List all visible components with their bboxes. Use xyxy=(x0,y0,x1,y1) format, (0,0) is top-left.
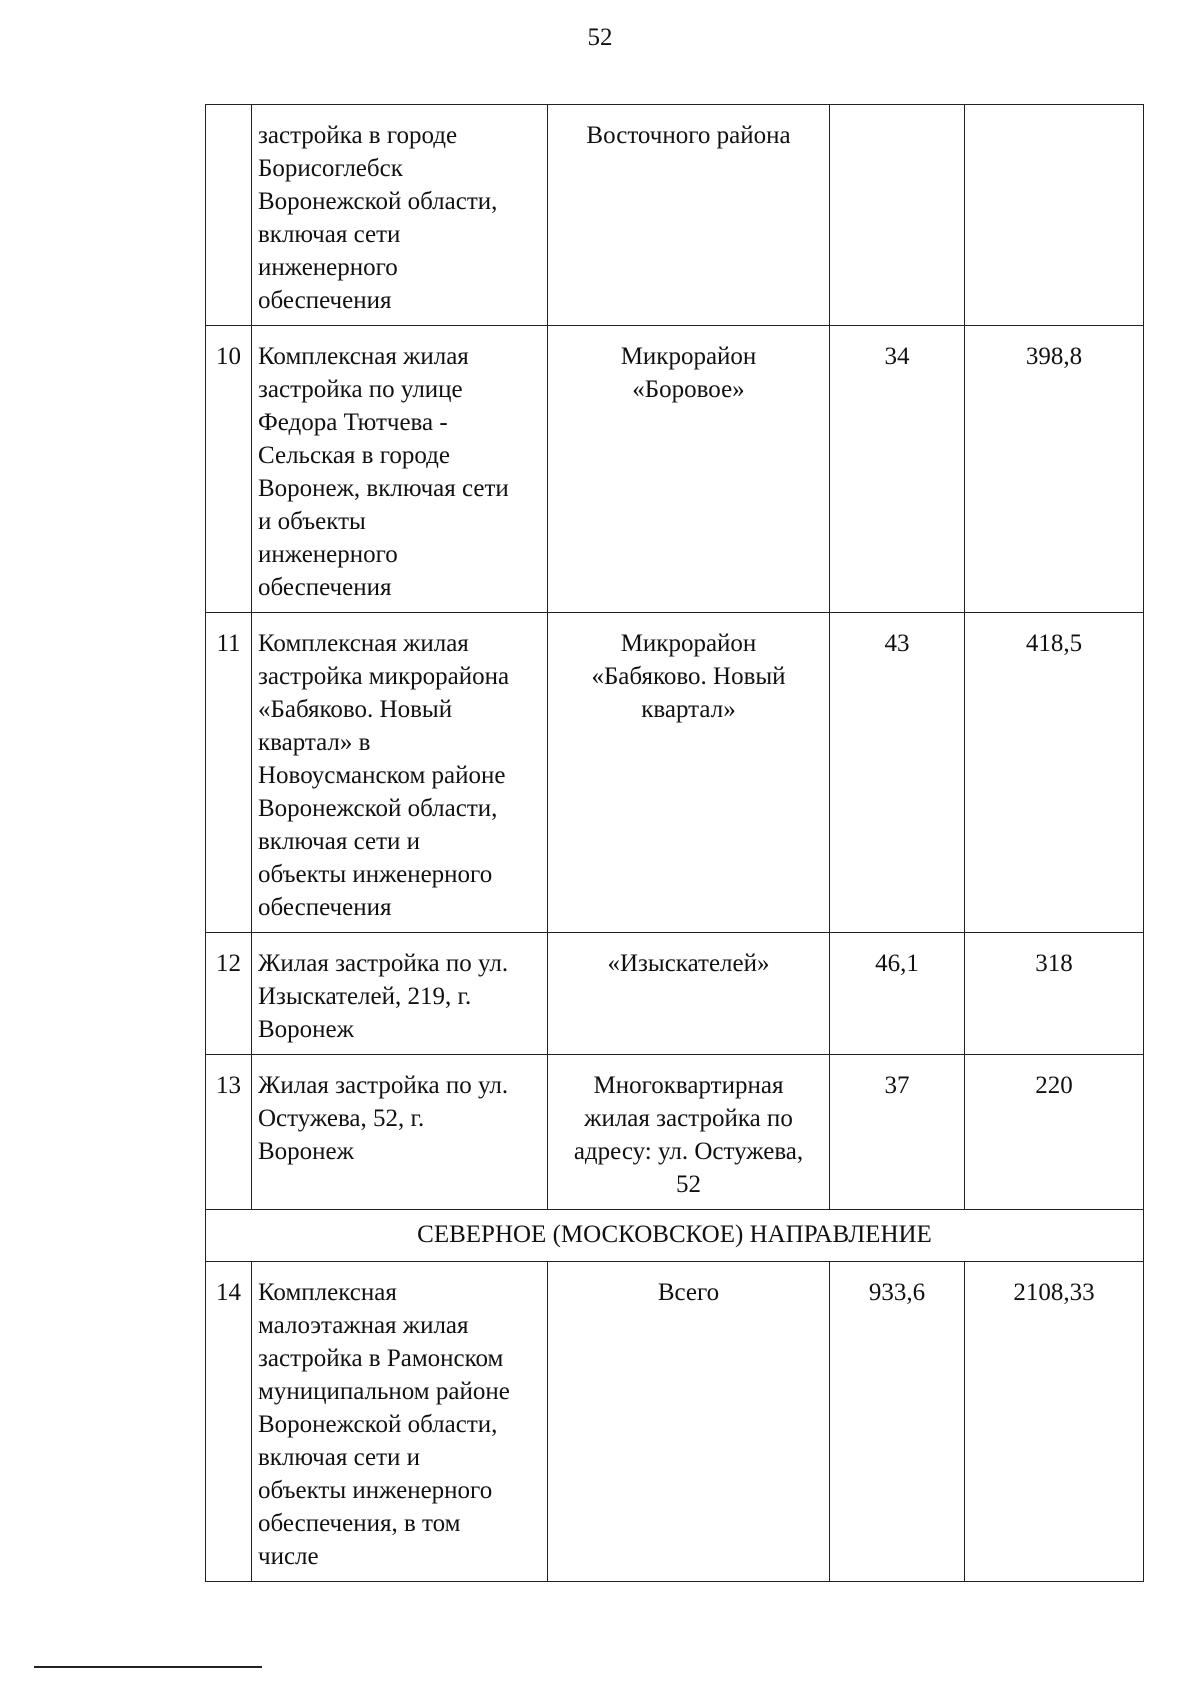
row-number: 12 xyxy=(206,933,252,1055)
description-line: обеспечения xyxy=(258,574,392,601)
row-number: 11 xyxy=(206,613,252,933)
description-line: застройка по улице xyxy=(258,376,463,403)
location-line: Восточного района xyxy=(586,122,791,149)
description-line: «Бабяково. Новый xyxy=(258,696,453,723)
object-description xyxy=(252,326,548,613)
location-line: квартал» xyxy=(641,696,736,723)
value-1 xyxy=(830,105,965,326)
description-line: Новоусманском районе xyxy=(258,762,506,789)
description-line: квартал» в xyxy=(258,729,371,756)
row-number xyxy=(206,105,252,326)
description-line: застройка в городе xyxy=(258,122,458,149)
description-line: Комплексная жилая xyxy=(258,343,469,370)
object-description xyxy=(252,105,548,326)
footnote-separator xyxy=(34,1666,262,1668)
location-line: жилая застройка по xyxy=(584,1105,793,1132)
value-2: 220 xyxy=(965,1055,1144,1210)
description-line: обеспечения xyxy=(258,894,392,921)
description-line: инженерного xyxy=(258,541,398,568)
object-location xyxy=(548,613,830,933)
row-number: 10 xyxy=(206,326,252,613)
location-line: 52 xyxy=(676,1171,701,1198)
value-1: 933,6 xyxy=(830,1262,965,1582)
location-line: «Изыскателей» xyxy=(607,950,770,977)
description-line: объекты инженерного xyxy=(258,1477,493,1504)
description-line: обеспечения, в том xyxy=(258,1510,461,1537)
description-line: Жилая застройка по ул. xyxy=(258,1072,509,1099)
description-line: объекты инженерного xyxy=(258,861,493,888)
description-line: Воронежской области, xyxy=(258,795,498,822)
value-2: 2108,33 xyxy=(965,1262,1144,1582)
description-line: малоэтажная жилая xyxy=(258,1312,469,1339)
value-2: 398,8 xyxy=(965,326,1144,613)
description-line: застройка микрорайона xyxy=(258,663,510,690)
projects-table xyxy=(205,104,1144,1582)
location-line: «Боровое» xyxy=(632,376,745,403)
row-number: 14 xyxy=(206,1262,252,1582)
object-location xyxy=(548,105,830,326)
description-line: Борисоглебск xyxy=(258,155,403,182)
value-2 xyxy=(965,105,1144,326)
location-line: Всего xyxy=(657,1279,720,1306)
description-line: включая сети и xyxy=(258,828,420,855)
location-line: Микрорайон xyxy=(620,343,757,370)
object-location xyxy=(548,1262,830,1582)
location-line: Микрорайон xyxy=(620,630,757,657)
object-description xyxy=(252,1262,548,1582)
location-line: Многоквартирная xyxy=(593,1072,784,1099)
section-heading-row xyxy=(206,1210,1144,1262)
value-1: 43 xyxy=(830,613,965,933)
value-2: 318 xyxy=(965,933,1144,1055)
object-description xyxy=(252,613,548,933)
description-line: включая сети xyxy=(258,221,401,248)
table-row xyxy=(206,1055,1144,1210)
description-line: Воронеж xyxy=(258,1138,354,1165)
object-description xyxy=(252,1055,548,1210)
description-line: муниципальном районе xyxy=(258,1378,510,1405)
value-2: 418,5 xyxy=(965,613,1144,933)
description-line: включая сети и xyxy=(258,1444,420,1471)
table-row xyxy=(206,613,1144,933)
description-line: Воронежской области, xyxy=(258,1411,498,1438)
description-line: Жилая застройка по ул. xyxy=(258,950,509,977)
object-location xyxy=(548,933,830,1055)
description-line: инженерного xyxy=(258,254,398,281)
description-line: числе xyxy=(258,1543,319,1570)
description-line: Сельская в городе xyxy=(258,442,450,469)
value-1: 34 xyxy=(830,326,965,613)
value-1: 37 xyxy=(830,1055,965,1210)
row-number: 13 xyxy=(206,1055,252,1210)
object-location xyxy=(548,1055,830,1210)
description-line: застройка в Рамонском xyxy=(258,1345,504,1372)
description-line: Остужева, 52, г. xyxy=(258,1105,425,1132)
object-location xyxy=(548,326,830,613)
description-line: Изыскателей, 219, г. xyxy=(258,983,472,1010)
table-row xyxy=(206,933,1144,1055)
description-line: Воронеж, включая сети xyxy=(258,475,509,502)
value-1: 46,1 xyxy=(830,933,965,1055)
description-line: Воронеж xyxy=(258,1016,354,1043)
location-line: адресу: ул. Остужева, xyxy=(573,1138,804,1165)
description-line: Федора Тютчева - xyxy=(258,409,448,436)
description-line: Воронежской области, xyxy=(258,188,498,215)
description-line: Комплексная xyxy=(258,1279,397,1306)
description-line: и объекты xyxy=(258,508,366,535)
page-number: 52 xyxy=(587,24,613,51)
table-row xyxy=(206,105,1144,326)
location-line: «Бабяково. Новый xyxy=(591,663,786,690)
object-description xyxy=(252,933,548,1055)
description-line: Комплексная жилая xyxy=(258,630,469,657)
table-row xyxy=(206,1262,1144,1582)
section-heading: СЕВЕРНОЕ (МОСКОВСКОЕ) НАПРАВЛЕНИЕ xyxy=(206,1210,1144,1262)
table-row xyxy=(206,326,1144,613)
description-line: обеспечения xyxy=(258,287,392,314)
